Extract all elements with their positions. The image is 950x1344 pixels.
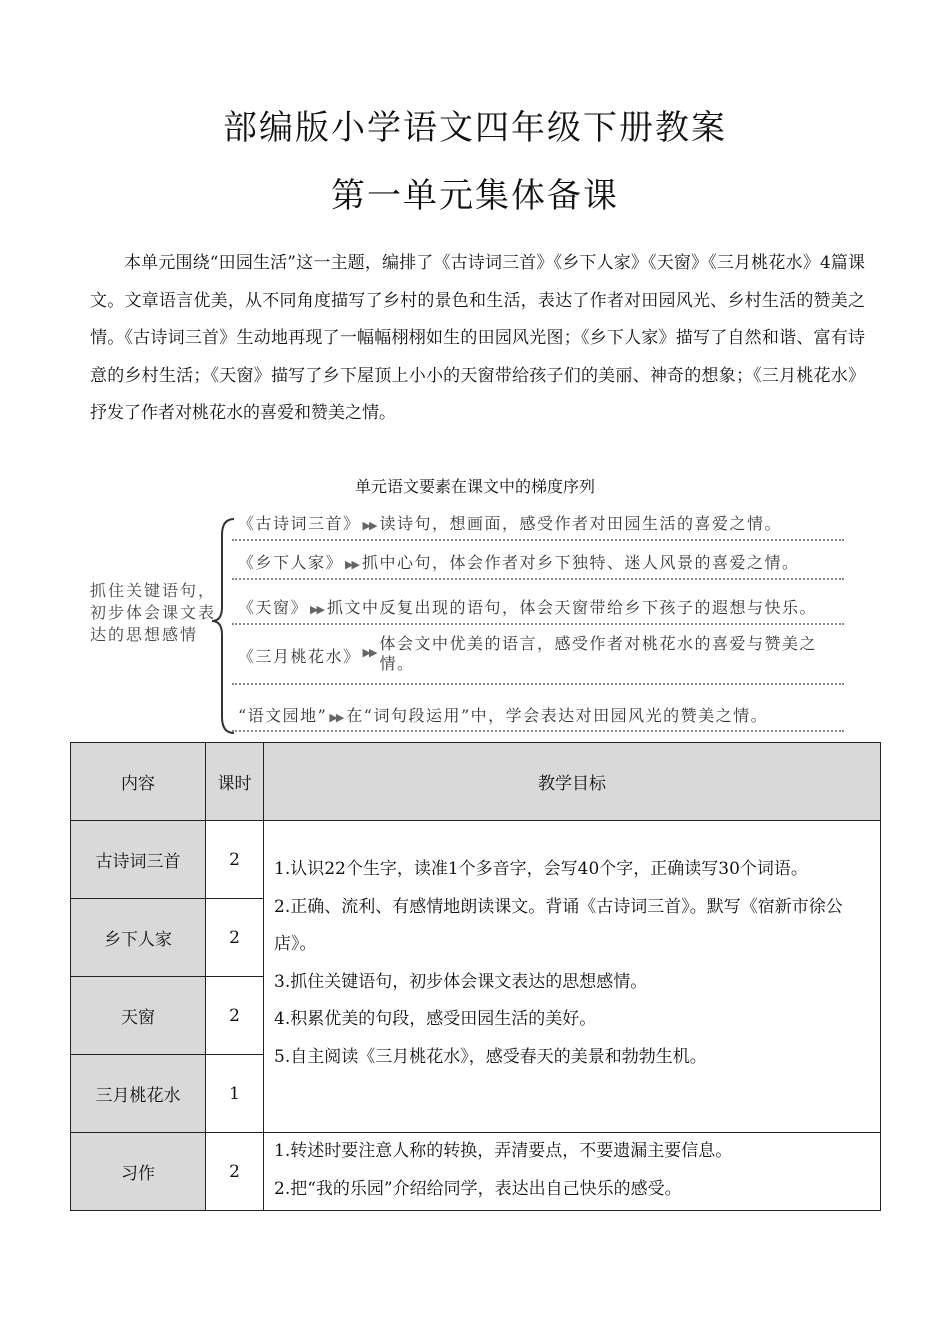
teaching-goals-cell [264,821,881,1133]
lesson-hours: 2 [206,977,264,1055]
lesson-name: 乡下人家 [71,899,206,977]
diagram-row-lesson: 《三月桃花水》 [238,647,361,666]
writing-hours: 2 [206,1133,264,1211]
double-arrow-icon: ▶▶ [310,603,323,616]
header-content: 内容 [71,743,206,821]
double-arrow-icon: ▶▶ [329,711,343,724]
lesson-plan-table [70,742,881,1211]
document-title: 部编版小学语文四年级下册教案 [223,108,727,148]
diagram-row-desc: 体会文中优美的语言，感受作者对桃花水的喜爱与赞美之情。 [379,634,817,673]
diagram-row [238,511,850,534]
double-arrow-icon: ▶▶ [362,646,376,659]
lesson-hours: 1 [206,1055,264,1133]
diagram-row [238,550,850,573]
diagram-row-desc: 抓文中反复出现的语句，体会天窗带给乡下孩子的遐想与快乐。 [326,598,817,617]
curly-brace-icon [208,515,238,737]
diagram-row-desc: 读诗句，想画面，感受作者对田园生活的喜爱之情。 [379,514,782,533]
diagram-row-desc: 在“词句段运用”中，学会表达对田园风光的赞美之情。 [346,706,769,725]
goal-item: 1.转述时要注意人称的转换，弄清要点，不要遗漏主要信息。 [274,1141,733,1161]
dotted-divider [232,623,844,625]
diagram-row-lesson: 《天窗》 [238,598,309,617]
diagram-row-desc: 抓中心句，体会作者对乡下独特、迷人风景的喜爱之情。 [361,553,800,572]
header-hours: 课时 [206,743,264,821]
lesson-hours: 2 [206,899,264,977]
lesson-name: 天窗 [71,977,206,1055]
writing-name: 习作 [71,1133,206,1211]
double-arrow-icon: ▶▶ [362,519,376,532]
table-row [71,821,881,899]
diagram-title: 单元语文要素在课文中的梯度序列 [354,477,595,496]
goal-item: 2.把“我的乐园”介绍给同学，表达出自己快乐的感受。 [274,1178,682,1199]
diagram-row [238,703,850,726]
diagram-row [238,595,850,618]
lesson-name: 古诗词三首 [71,821,206,899]
goal-item: 2.正确、流利、有感情地朗读课文。背诵《古诗词三首》。默写《宿新市徐公店》。 [274,896,843,954]
dotted-divider [232,730,844,732]
lesson-name: 三月桃花水 [71,1055,206,1133]
goal-item: 1.认识22个生字，读准1个多音字，会写40个字，正确读写30个词语。 [274,859,808,879]
table-row [71,1133,881,1211]
diagram-row-lesson: 《古诗词三首》 [238,514,361,533]
diagram-side-label: 抓住关键语句，初步体会课文表达的思想感情 [90,581,217,644]
intro-paragraph: 本单元围绕“田园生活”这一主题，编排了《古诗词三首》《乡下人家》《天窗》《三月桃花水》4篇课文。文章语言优美，从不同角度描写了乡村的景色和生活，表达了作者对田园风光、乡村生活的赞美之情。《古诗词三首》生动地再现了一幅幅栩栩如生的田园风光图；《乡下人家》描写了自然和谐、富有诗意的乡村生活；《天窗》描写了乡下屋顶上小小的天窗带给孩子们的美丽、神奇的想象；《三月桃花水》抒发了作者对桃花水的喜爱和赞美之情。 [90,253,865,423]
header-goals: 教学目标 [264,743,881,821]
diagram-row [238,634,850,674]
goal-item: 4.积累优美的句段，感受田园生活的美好。 [274,1009,597,1029]
goal-item: 3.抓住关键语句，初步体会课文表达的思想感情。 [274,971,648,992]
document-subtitle: 第一单元集体备课 [331,176,619,216]
diagram-row-lesson: “语文园地” [238,706,328,725]
dotted-divider [232,539,844,541]
dotted-divider [232,683,844,685]
writing-goals-cell [264,1133,881,1211]
diagram-row-lesson: 《乡下人家》 [238,553,344,572]
table-header-row [71,743,881,821]
double-arrow-icon: ▶▶ [345,558,358,571]
dotted-divider [232,578,844,580]
lesson-hours: 2 [206,821,264,899]
goal-item: 5.自主阅读《三月桃花水》，感受春天的美景和勃勃生机。 [274,1046,707,1067]
